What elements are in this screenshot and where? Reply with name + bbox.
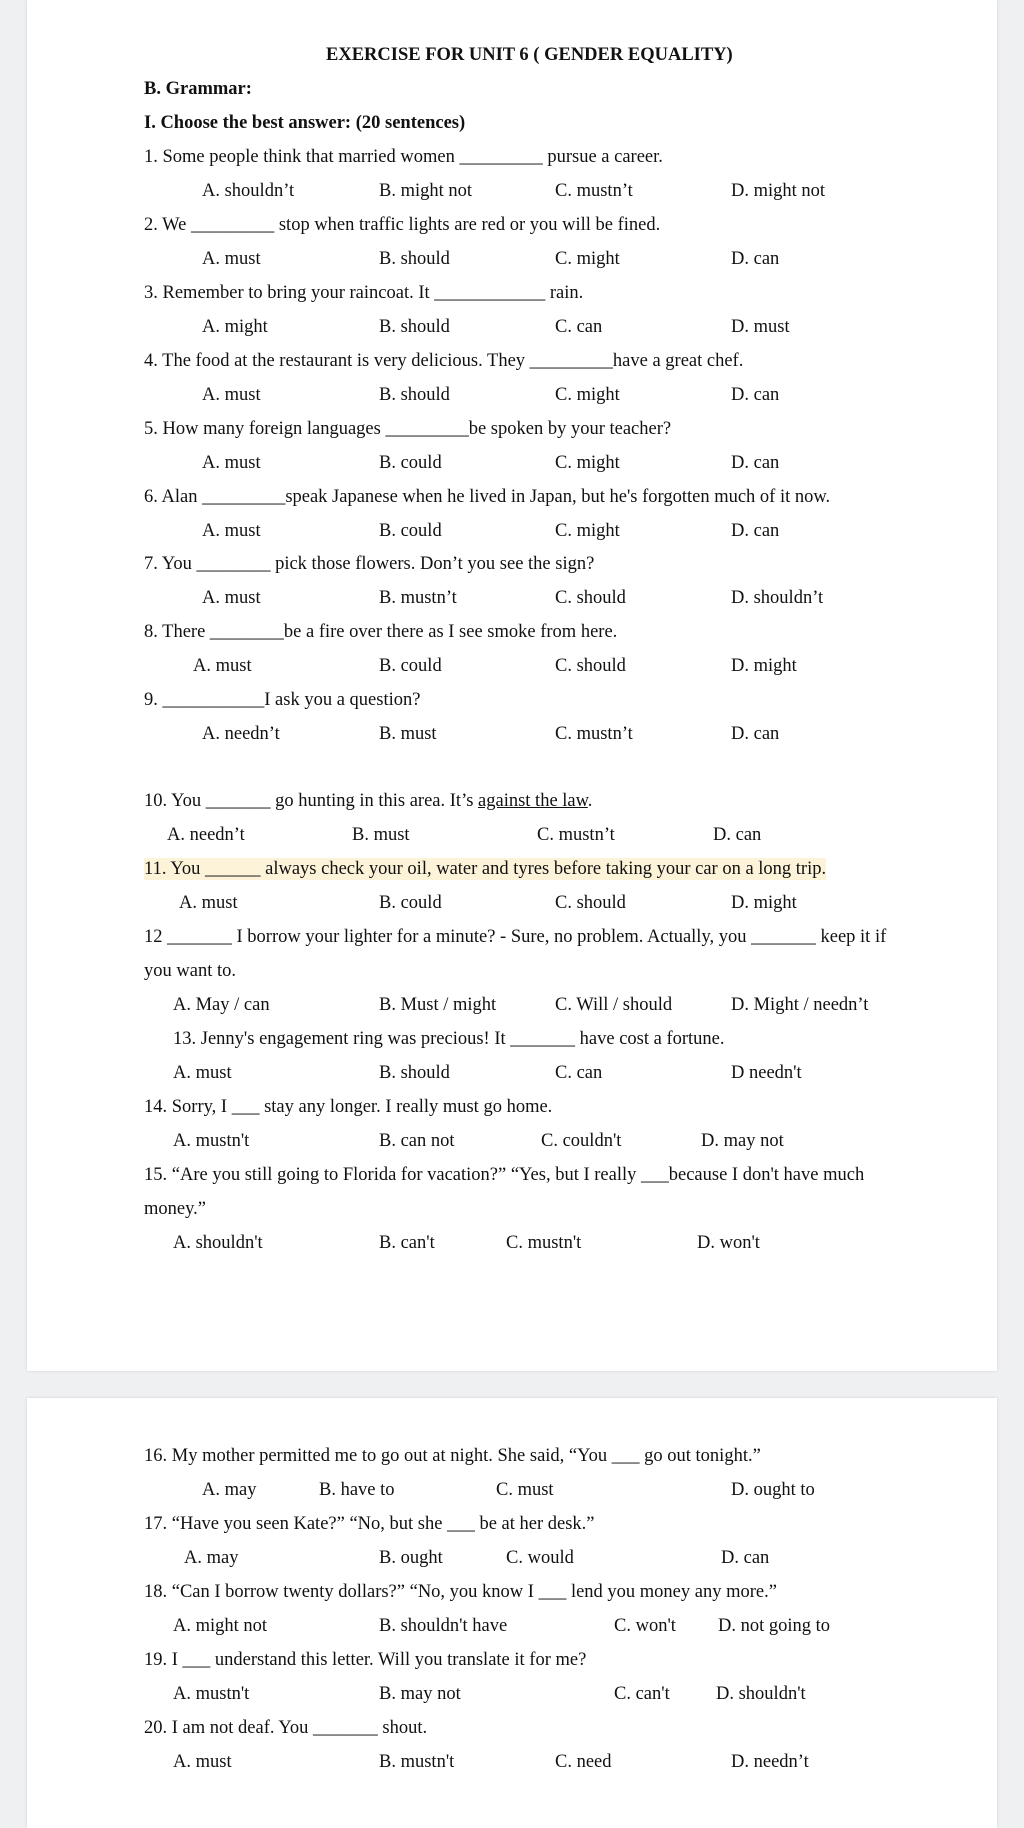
option-a[interactable]: A. mustn't	[173, 1131, 250, 1151]
option-d[interactable]: D. shouldn't	[716, 1684, 806, 1704]
option-b[interactable]: B. could	[379, 656, 442, 676]
option-a[interactable]: A. shouldn't	[173, 1233, 263, 1253]
option-a[interactable]: A. mustn't	[173, 1684, 250, 1704]
option-a[interactable]: A. must	[173, 1752, 232, 1772]
option-d[interactable]: D. might not	[731, 181, 826, 201]
option-a[interactable]: A. must	[179, 893, 238, 913]
option-c[interactable]: C. mustn't	[506, 1233, 582, 1253]
option-d[interactable]: D. can	[731, 453, 780, 473]
question-4: 4. The food at the restaurant is very delicious. They _________have a great chef.	[144, 351, 744, 371]
question-17: 17. “Have you seen Kate?” “No, but she ___ be at her desk.”	[144, 1514, 595, 1534]
option-d[interactable]: D. may not	[701, 1131, 784, 1151]
option-a[interactable]: A. May / can	[173, 995, 270, 1015]
option-d[interactable]: D. ought to	[731, 1480, 815, 1500]
option-c[interactable]: C. mustn’t	[555, 181, 633, 201]
question-12: 12 _______ I borrow your lighter for a minute? - Sure, no problem. Actually, you _______ keep it if	[144, 927, 887, 947]
option-b[interactable]: B. should	[379, 249, 450, 269]
option-c[interactable]: C. won't	[614, 1616, 676, 1636]
option-a[interactable]: A. needn’t	[167, 825, 245, 845]
question-15-cont: money.”	[144, 1199, 206, 1219]
question-16: 16. My mother permitted me to go out at night. She said, “You ___ go out tonight.”	[144, 1446, 761, 1466]
option-d[interactable]: D. needn’t	[731, 1752, 809, 1772]
option-b[interactable]: B. can not	[379, 1131, 455, 1151]
question-3: 3. Remember to bring your raincoat. It ____________ rain.	[144, 283, 584, 303]
option-c[interactable]: C. can	[555, 317, 603, 337]
option-d[interactable]: D. can	[731, 385, 780, 405]
question-18: 18. “Can I borrow twenty dollars?” “No, you know I ___ lend you money any more.”	[144, 1582, 777, 1602]
option-d[interactable]: D. shouldn’t	[731, 588, 824, 608]
option-b[interactable]: B. mustn’t	[379, 588, 457, 608]
option-b[interactable]: B. ought	[379, 1548, 443, 1568]
question-13: 13. Jenny's engagement ring was precious! It _______ have cost a fortune.	[173, 1029, 725, 1049]
option-c[interactable]: C. would	[506, 1548, 574, 1568]
question-5: 5. How many foreign languages _________be spoken by your teacher?	[144, 419, 672, 439]
question-12-cont: you want to.	[144, 961, 236, 981]
option-b[interactable]: B. can't	[379, 1233, 435, 1253]
option-a[interactable]: A. must	[202, 521, 261, 541]
question-8: 8. There ________be a fire over there as I see smoke from here.	[144, 622, 618, 642]
section-heading: B. Grammar:	[144, 79, 252, 99]
option-b[interactable]: B. may not	[379, 1684, 461, 1704]
option-b[interactable]: B. could	[379, 893, 442, 913]
question-9: 9. ___________I ask you a question?	[144, 690, 421, 710]
document-page-2	[27, 1398, 997, 1828]
question-10-underlined: against the law	[478, 791, 588, 811]
option-b[interactable]: B. Must / might	[379, 995, 497, 1015]
question-10-text: 10. You _______ go hunting in this area. It’s	[144, 791, 479, 811]
option-c[interactable]: C. couldn't	[541, 1131, 622, 1151]
option-a[interactable]: A. might not	[173, 1616, 268, 1636]
option-b[interactable]: B. could	[379, 453, 442, 473]
option-a[interactable]: A. must	[202, 588, 261, 608]
option-a[interactable]: A. must	[202, 249, 261, 269]
option-c[interactable]: C. mustn’t	[537, 825, 615, 845]
option-d[interactable]: D. might	[731, 893, 797, 913]
page-title: EXERCISE FOR UNIT 6 ( GENDER EQUALITY)	[326, 45, 733, 65]
option-c[interactable]: C. might	[555, 385, 620, 405]
option-c[interactable]: C. can't	[614, 1684, 670, 1704]
option-c[interactable]: C. mustn’t	[555, 724, 633, 744]
option-d[interactable]: D. can	[721, 1548, 770, 1568]
option-a[interactable]: A. must	[202, 453, 261, 473]
question-6: 6. Alan _________speak Japanese when he lived in Japan, but he's forgotten much of it now.	[144, 487, 831, 507]
option-d[interactable]: D. might	[731, 656, 797, 676]
option-d[interactable]: D. can	[731, 521, 780, 541]
option-a[interactable]: A. may	[202, 1480, 257, 1500]
option-b[interactable]: B. must	[379, 724, 437, 744]
option-c[interactable]: C. can	[555, 1063, 603, 1083]
option-c[interactable]: C. must	[496, 1480, 554, 1500]
option-b[interactable]: B. should	[379, 385, 450, 405]
question-10-end: .	[587, 791, 593, 811]
option-d[interactable]: D. won't	[697, 1233, 760, 1253]
option-a[interactable]: A. may	[184, 1548, 239, 1568]
option-d[interactable]: D. can	[731, 724, 780, 744]
question-20: 20. I am not deaf. You _______ shout.	[144, 1718, 428, 1738]
instruction-heading: I. Choose the best answer: (20 sentences)	[144, 113, 466, 133]
option-c[interactable]: C. might	[555, 521, 620, 541]
option-a[interactable]: A. shouldn’t	[202, 181, 295, 201]
option-a[interactable]: A. might	[202, 317, 268, 337]
option-d[interactable]: D. not going to	[718, 1616, 831, 1636]
option-a[interactable]: A. must	[202, 385, 261, 405]
option-c[interactable]: C. might	[555, 453, 620, 473]
question-1: 1. Some people think that married women _________ pursue a career.	[144, 147, 663, 167]
option-d[interactable]: D. can	[713, 825, 762, 845]
option-c[interactable]: C. should	[555, 588, 626, 608]
option-d[interactable]: D. must	[731, 317, 790, 337]
option-a[interactable]: A. must	[173, 1063, 232, 1083]
option-b[interactable]: B. have to	[319, 1480, 395, 1500]
question-10	[144, 790, 592, 812]
question-7: 7. You ________ pick those flowers. Don’t you see the sign?	[144, 554, 595, 574]
option-b[interactable]: B. should	[379, 1063, 450, 1083]
option-c[interactable]: C. might	[555, 249, 620, 269]
document-page-1	[27, 0, 997, 1371]
question-2: 2. We _________ stop when traffic lights are red or you will be fined.	[144, 215, 661, 235]
option-d[interactable]: D. can	[731, 249, 780, 269]
option-b[interactable]: B. should	[379, 317, 450, 337]
option-b[interactable]: B. might not	[379, 181, 473, 201]
option-c[interactable]: C. should	[555, 893, 626, 913]
option-c[interactable]: C. need	[555, 1752, 612, 1772]
option-c[interactable]: C. Will / should	[555, 995, 673, 1015]
question-15: 15. “Are you still going to Florida for vacation?” “Yes, but I really ___because I don't have much	[144, 1165, 865, 1185]
option-d[interactable]: D. Might / needn’t	[731, 995, 869, 1015]
option-b[interactable]: B. must	[352, 825, 410, 845]
question-14: 14. Sorry, I ___ stay any longer. I really must go home.	[144, 1097, 553, 1117]
option-b[interactable]: B. shouldn't have	[379, 1616, 508, 1636]
question-11: 11. You ______ always check your oil, water and tyres before taking your car on a long trip.	[144, 859, 827, 879]
option-b[interactable]: B. could	[379, 521, 442, 541]
option-c[interactable]: C. should	[555, 656, 626, 676]
option-a[interactable]: A. needn’t	[202, 724, 280, 744]
question-19: 19. I ___ understand this letter. Will you translate it for me?	[144, 1650, 587, 1670]
option-d[interactable]: D needn't	[731, 1063, 802, 1083]
option-b[interactable]: B. mustn't	[379, 1752, 455, 1772]
option-a[interactable]: A. must	[193, 656, 252, 676]
